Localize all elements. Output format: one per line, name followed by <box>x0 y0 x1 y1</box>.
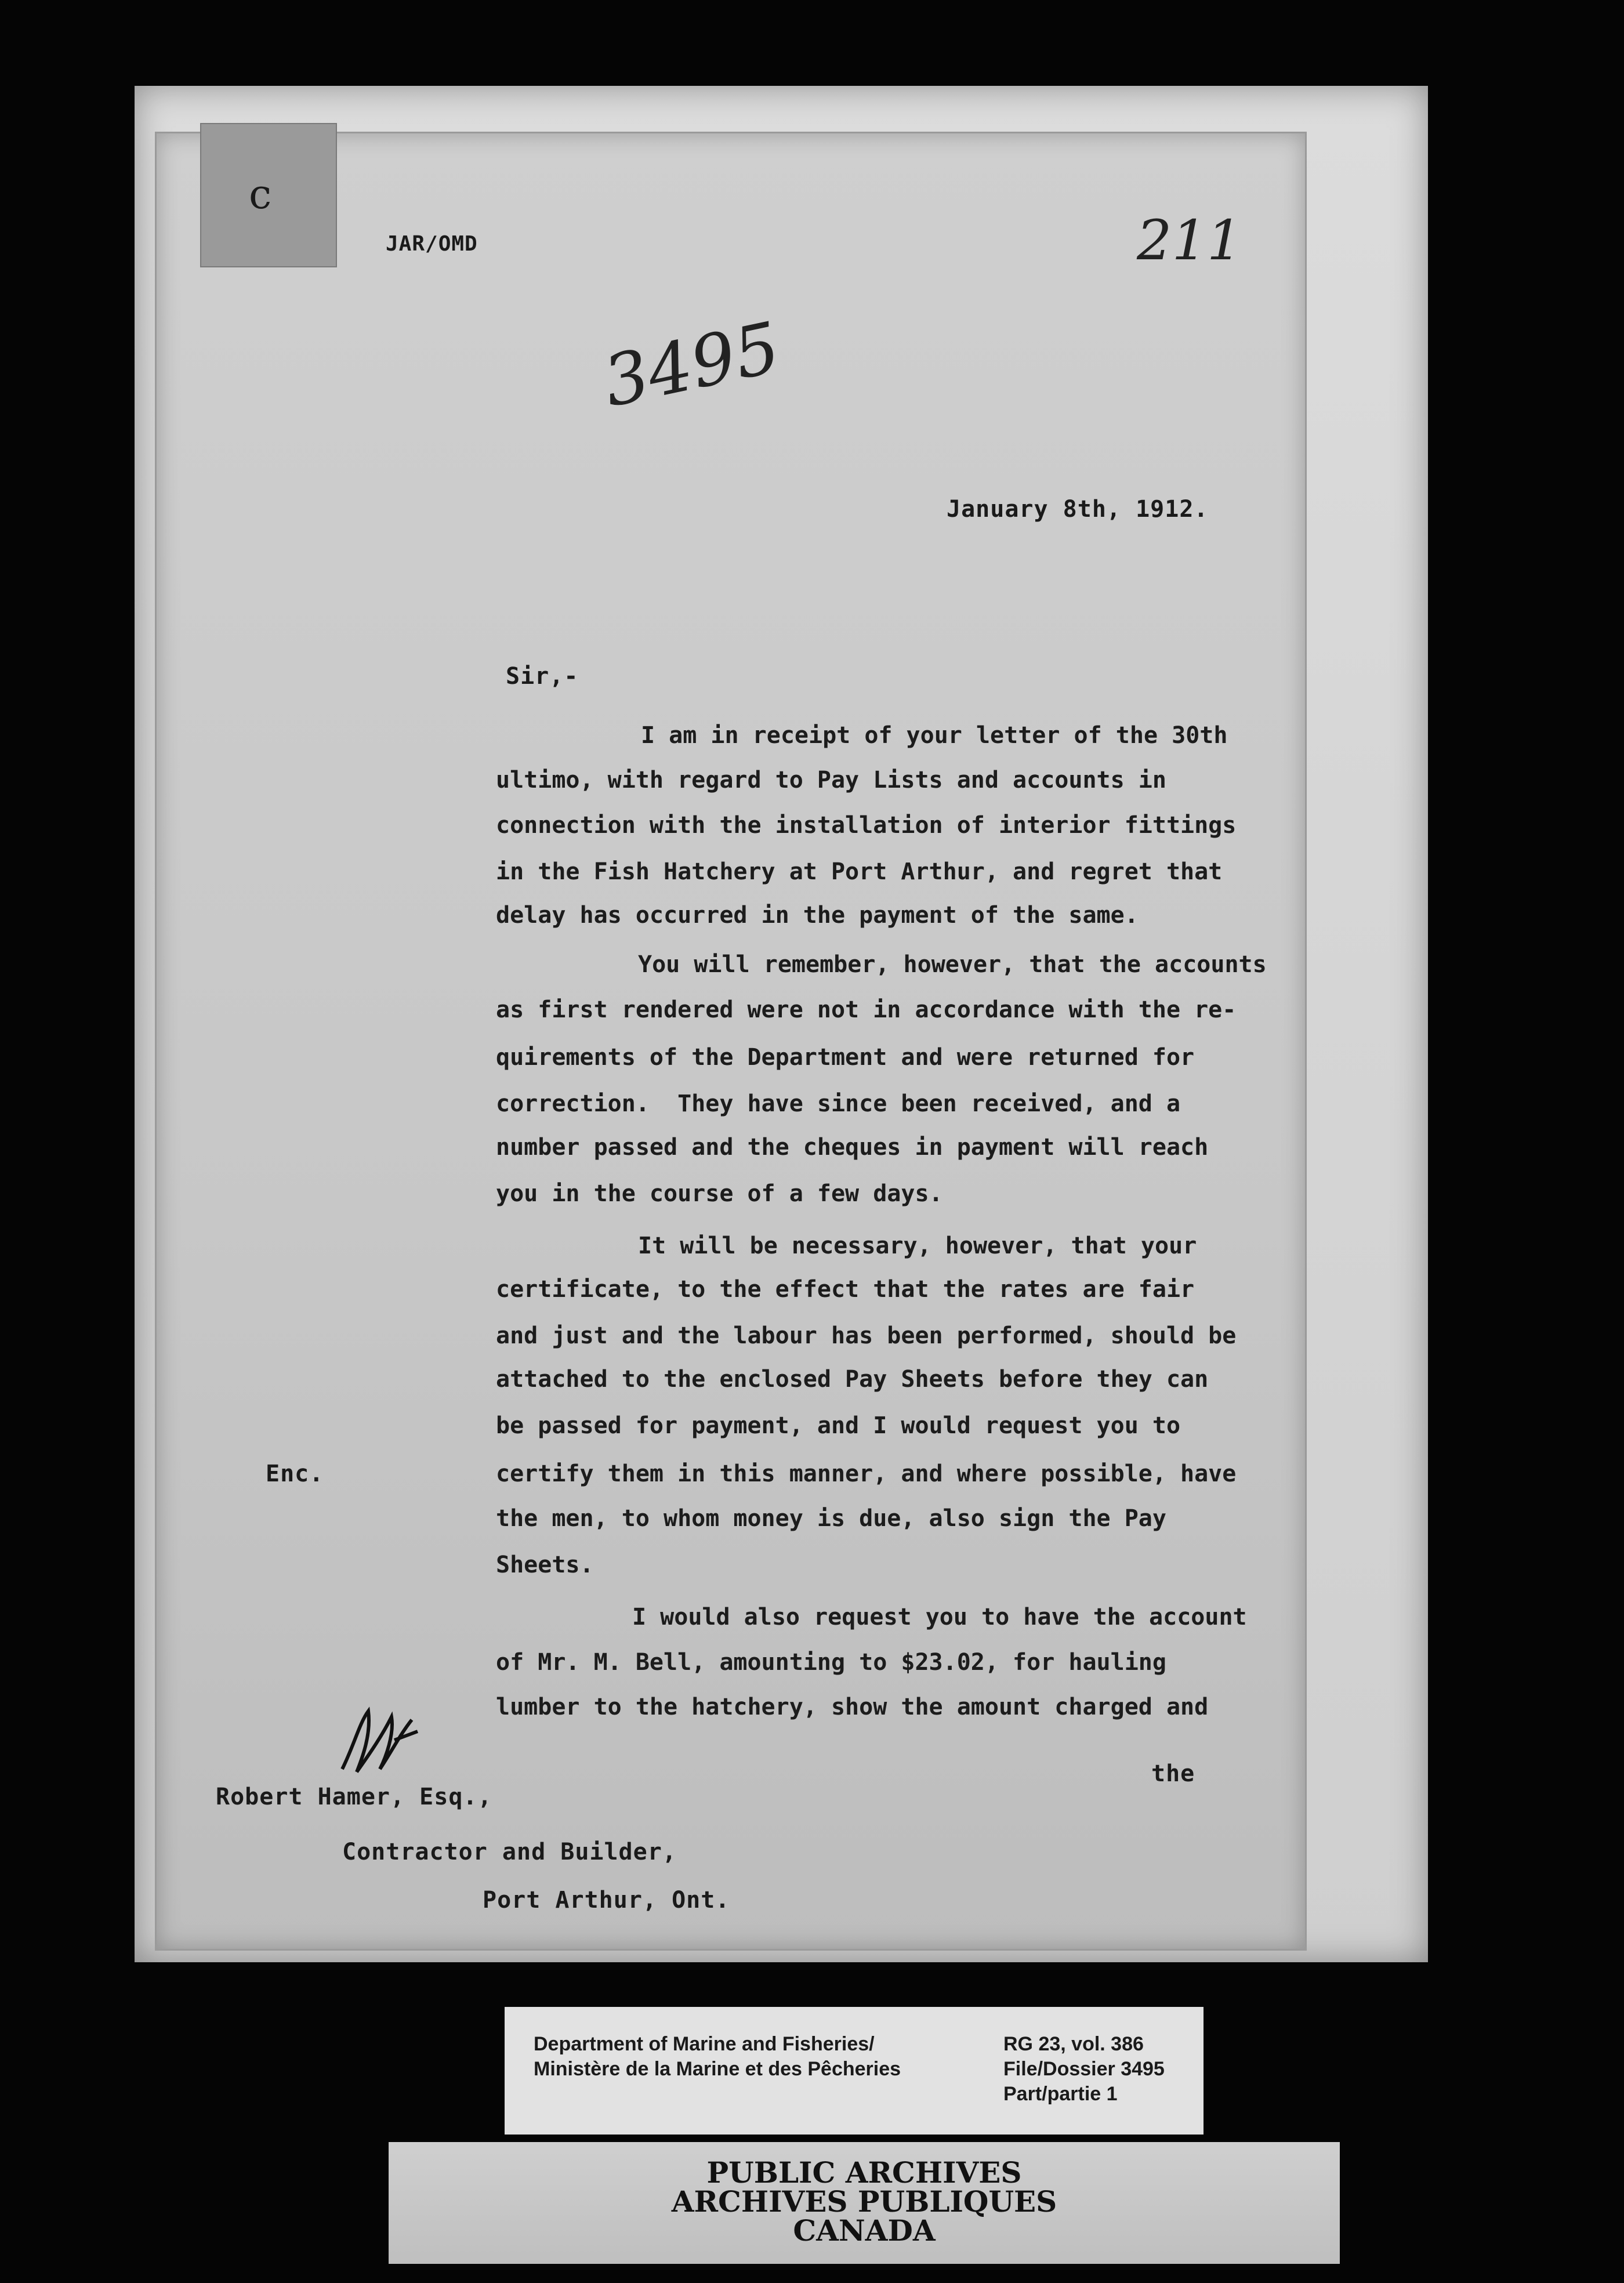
letter-page <box>157 133 1305 1949</box>
letter-line: attached to the enclosed Pay Sheets before they can <box>496 1366 1209 1393</box>
catchword: the <box>1151 1760 1195 1787</box>
salutation: Sir,- <box>506 663 579 690</box>
file-number-handwritten: 3495 <box>596 307 787 423</box>
archives-stamp <box>389 2142 1340 2264</box>
letter-line: certificate, to the effect that the rates are fair <box>496 1276 1195 1303</box>
letter-date: January 8th, 1912. <box>947 496 1209 523</box>
letter-line: in the Fish Hatchery at Port Arthur, and regret that <box>496 858 1223 885</box>
stamp-line-1: PUBLIC ARCHIVES <box>706 2155 1022 2190</box>
letter-line: ultimo, with regard to Pay Lists and accounts in <box>496 767 1166 793</box>
letter-line: correction. They have since been received, and a <box>496 1090 1181 1117</box>
letter-line: You will remember, however, that the accounts <box>638 951 1267 978</box>
enclosure-note: Enc. <box>266 1461 324 1487</box>
dept-en: Department of Marine and Fisheries/ <box>534 2033 875 2055</box>
letter-line: Sheets. <box>496 1552 594 1578</box>
addressee-title: Contractor and Builder, <box>342 1839 677 1865</box>
dept-fr: Ministère de la Marine et des Pêcheries <box>534 2058 901 2080</box>
letter-line: lumber to the hatchery, show the amount charged and <box>496 1694 1209 1720</box>
letter-line: the men, to whom money is due, also sign the Pay <box>496 1505 1166 1532</box>
letter-line: delay has occurred in the payment of the same. <box>496 902 1139 929</box>
stamp-line-2: ARCHIVES PUBLIQUES <box>671 2184 1057 2219</box>
rg-reference: RG 23, vol. 386 <box>1003 2033 1144 2055</box>
letter-line: number passed and the cheques in payment will reach <box>496 1134 1209 1161</box>
addressee-name: Robert Hamer, Esq., <box>216 1784 492 1810</box>
letter-line: of Mr. M. Bell, amounting to $23.02, for hauling <box>496 1649 1166 1676</box>
letter-line: be passed for payment, and I would request you to <box>496 1412 1181 1439</box>
archive-label <box>505 2007 1204 2135</box>
letter-line: you in the course of a few days. <box>496 1180 943 1207</box>
tab-letter: c <box>249 171 272 218</box>
letter-line: I am in receipt of your letter of the 30th <box>641 722 1228 749</box>
letter-line: certify them in this manner, and where possible, have <box>496 1461 1237 1487</box>
initials-signature <box>336 1699 423 1781</box>
stamp-line-3: CANADA <box>793 2213 936 2248</box>
letter-line: as first rendered were not in accordance with the re- <box>496 996 1237 1023</box>
letter-line: I would also request you to have the account <box>632 1604 1247 1630</box>
reference-code: JAR/OMD <box>386 232 478 256</box>
file-tab <box>200 123 337 267</box>
file-reference: File/Dossier 3495 <box>1003 2058 1165 2080</box>
letter-line: and just and the labour has been performed, should be <box>496 1322 1237 1349</box>
addressee-place: Port Arthur, Ont. <box>483 1887 730 1914</box>
letter-line: connection with the installation of interior fittings <box>496 812 1237 839</box>
letter-line: It will be necessary, however, that your <box>638 1233 1197 1259</box>
letter-line: quirements of the Department and were returned for <box>496 1044 1195 1071</box>
part-reference: Part/partie 1 <box>1003 2083 1118 2105</box>
folio-number: 211 <box>1137 209 1242 273</box>
